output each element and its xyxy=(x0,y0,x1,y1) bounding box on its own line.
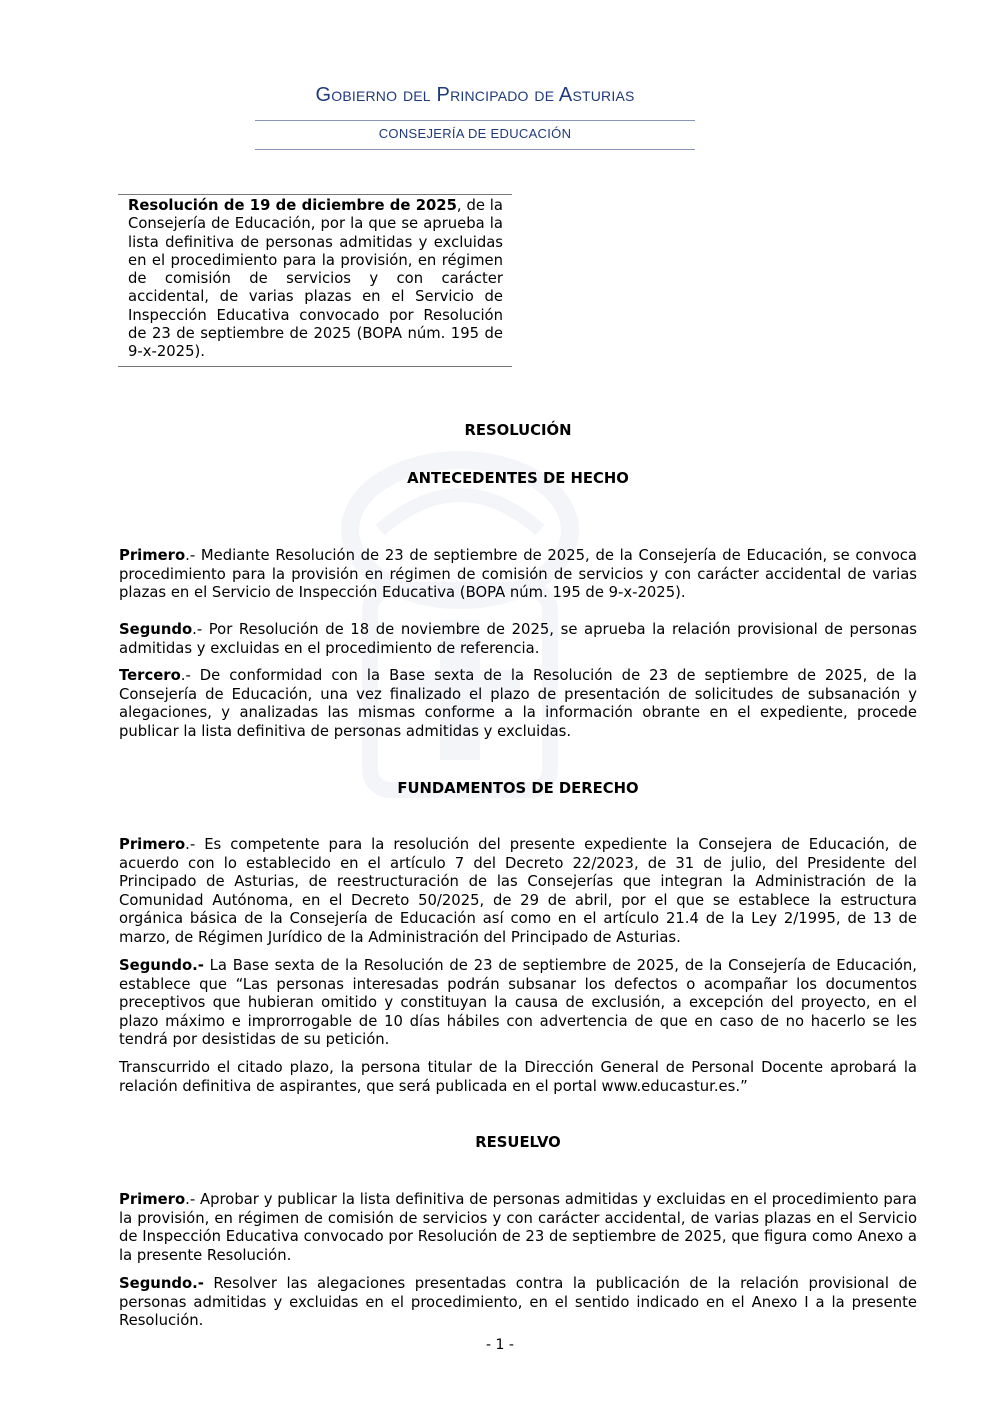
para-text: .- De conformidad con la Base sexta de la Resolución de 23 de septiembre de 2025, de la Consejería de Educación, una vez finalizado el plazo de presentación de solicitudes de subsanación y alegaciones, y analizadas las mismas conforme a la información obrante en el expediente, procede publicar la lista definitiva de personas admitidas y excluidas. xyxy=(119,667,917,740)
para-lead: Tercero xyxy=(119,667,181,684)
fundamento-segundo xyxy=(119,957,917,1050)
fundamento-transcurrido xyxy=(119,1059,917,1096)
government-title: Gobierno del Principado de Asturias xyxy=(315,84,635,106)
fundamento-primero xyxy=(119,836,917,947)
para-lead: Primero xyxy=(119,836,186,853)
antecedente-primero xyxy=(119,547,917,603)
para-text: Transcurrido el citado plazo, la persona titular de la Dirección General de Personal Docente aprobará la relación definitiva de aspirantes, que será publicada en el portal www.educastur.es.” xyxy=(119,1059,917,1095)
summary-text: , de la Consejería de Educación, por la que se aprueba la lista definitiva de personas admitidas y excluidas en el procedimiento para la provisión, en régimen de comisión de servicios y con carácter accidental, de varias plazas en el Servicio de Inspección Educativa convocado por Resolución de 23 de septiembre de 2025 (BOPA núm. 195 de 9-x-2025). xyxy=(128,197,503,361)
resuelvo-segundo xyxy=(119,1275,917,1331)
resolution-summary xyxy=(118,194,512,367)
header-divider-bottom xyxy=(255,149,695,150)
heading-fundamentos: FUNDAMENTOS DE DERECHO xyxy=(397,780,639,797)
para-lead: Segundo.- xyxy=(119,957,204,974)
resuelvo-primero xyxy=(119,1191,917,1265)
para-lead: Segundo xyxy=(119,621,193,638)
antecedente-tercero xyxy=(119,667,917,741)
para-text: Resolver las alegaciones presentadas contra la publicación de la relación provisional de personas admitidas y excluidas en el procedimiento, en el sentido indicado en el Anexo I a la presente Resolución. xyxy=(119,1275,917,1329)
antecedente-segundo xyxy=(119,621,917,658)
para-lead: Primero xyxy=(119,1191,186,1208)
para-lead: Primero xyxy=(119,547,186,564)
para-text: .- Mediante Resolución de 23 de septiembre de 2025, de la Consejería de Educación, se convoca procedimiento para la provisión en régimen de comisión de servicios y con carácter accidental de varias plazas en el Servicio de Inspección Educativa (BOPA núm. 195 de 9-x-2025). xyxy=(119,547,917,601)
para-text: .- Aprobar y publicar la lista definitiva de personas admitidas y excluidas en el procedimiento para la provisión, en régimen de comisión de servicios y con carácter accidental, de varias plazas en el Servicio de Inspección Educativa convocado por Resolución de 23 de septiembre de 2025, que figura como Anexo a la presente Resolución. xyxy=(119,1191,917,1264)
para-lead: Segundo.- xyxy=(119,1275,204,1292)
heading-resuelvo: RESUELVO xyxy=(475,1134,561,1151)
header-divider xyxy=(255,120,695,121)
summary-lead: Resolución de 19 de diciembre de 2025 xyxy=(128,197,457,214)
heading-resolucion: RESOLUCIÓN xyxy=(464,422,572,439)
para-text: .- Por Resolución de 18 de noviembre de 2025, se aprueba la relación provisional de personas admitidas y excluidas en el procedimiento de referencia. xyxy=(119,621,917,657)
para-text: .- Es competente para la resolución del presente expediente la Consejera de Educación, de acuerdo con lo establecido en el artículo 7 del Decreto 22/2023, de 31 de julio, del Presidente del Principado de Asturias, de reestructuración de las Consejerías que integran la Administración de la Comunidad Autónoma, en el Decreto 50/2025, de 29 de abril, por el que se establece la estructura orgánica básica de la Consejería de Educación así como en el artículo 21.4 de la Ley 2/1995, de 13 de marzo, de Régimen Jurídico de la Administración del Principado de Asturias. xyxy=(119,836,917,946)
heading-antecedentes: ANTECEDENTES DE HECHO xyxy=(407,470,629,487)
department-title: CONSEJERÍA DE EDUCACIÓN xyxy=(378,126,572,141)
letterhead xyxy=(255,82,695,150)
para-text: La Base sexta de la Resolución de 23 de septiembre de 2025, de la Consejería de Educación, establece que “Las personas interesadas podrán subsanar los defectos o acompañar los documentos preceptivos que hubieran omitido y constituyan la causa de exclusión, a excepción del proyecto, en el plazo máximo e improrrogable de 10 días hábiles con advertencia de que en caso de no hacerlo se les tendrá por desistidas de su petición. xyxy=(119,957,917,1048)
page-number: - 1 - xyxy=(486,1337,514,1353)
